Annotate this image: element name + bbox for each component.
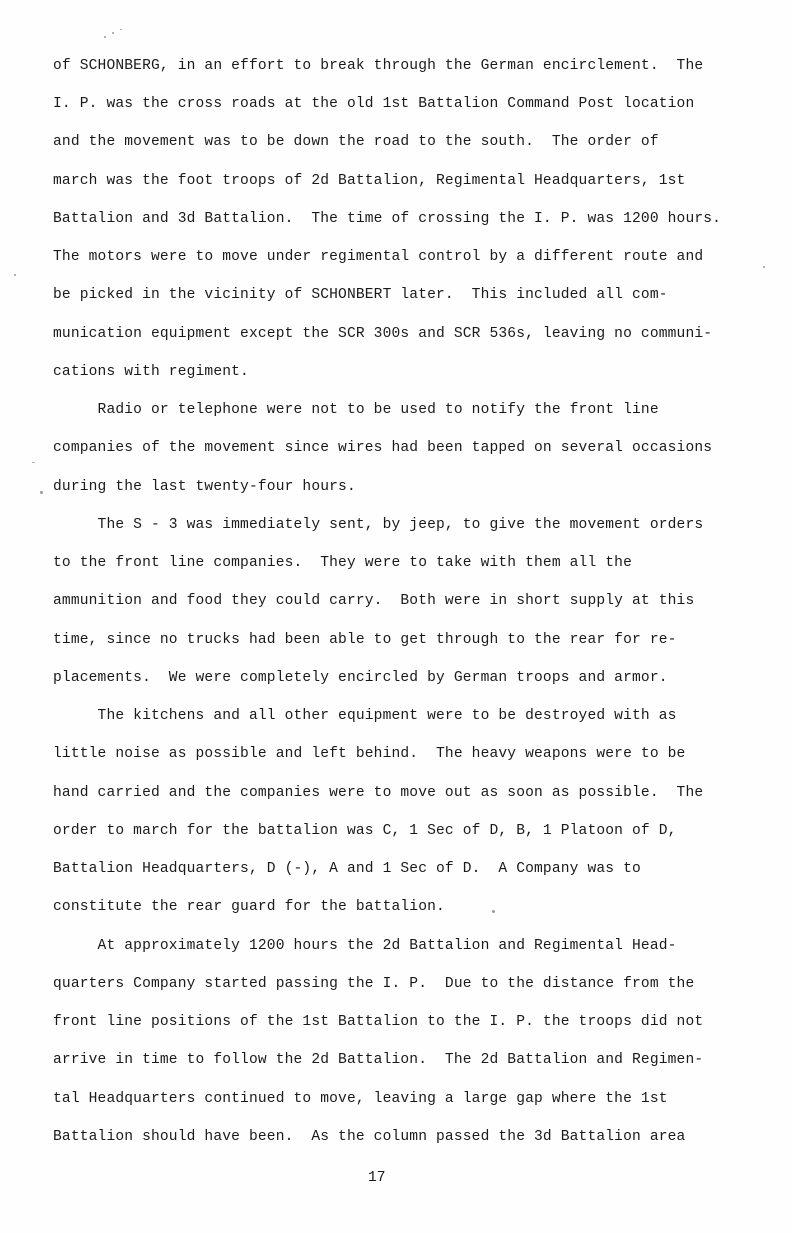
text-line: companies of the movement since wires had been tapped on several occasions [53,440,713,456]
scan-speck [112,32,114,34]
scan-speck [492,910,495,913]
scan-speck [120,29,122,30]
text-line: ammunition and food they could carry. Both were in short supply at this [53,593,695,609]
text-line: and the movement was to be down the road to the south. The order of [53,134,659,150]
text-line: march was the foot troops of 2d Battalion, Regimental Headquarters, 1st [53,173,686,189]
text-line: of SCHONBERG, in an effort to break through the German encirclement. The [53,58,704,74]
text-line: arrive in time to follow the 2d Battalion. The 2d Battalion and Regimen- [53,1052,704,1068]
scan-speck [104,36,106,38]
text-line: Battalion should have been. As the column passed the 3d Battalion area [53,1129,686,1145]
text-line: The S - 3 was immediately sent, by jeep, to give the movement orders [53,517,704,533]
text-line: hand carried and the companies were to move out as soon as possible. The [53,785,704,801]
text-line: during the last twenty-four hours. [53,479,356,495]
text-line: tal Headquarters continued to move, leaving a large gap where the 1st [53,1091,668,1107]
text-line: At approximately 1200 hours the 2d Battalion and Regimental Head- [53,938,677,954]
scan-speck [40,491,43,494]
scan-speck [32,462,35,463]
text-line: Battalion and 3d Battalion. The time of crossing the I. P. was 1200 hours. [53,211,722,227]
text-line: time, since no trucks had been able to get through to the rear for re- [53,632,677,648]
text-line: front line positions of the 1st Battalion to the I. P. the troops did not [53,1014,704,1030]
text-line: placements. We were completely encircled by German troops and armor. [53,670,668,686]
page-number: 17 [368,1170,386,1186]
text-line: quarters Company started passing the I. P. Due to the distance from the [53,976,695,992]
text-line: be picked in the vicinity of SCHONBERT later. This included all com- [53,287,668,303]
text-line: cations with regiment. [53,364,249,380]
scan-speck [763,266,765,268]
text-line: little noise as possible and left behind. The heavy weapons were to be [53,746,686,762]
text-line: I. P. was the cross roads at the old 1st Battalion Command Post location [53,96,695,112]
text-line: Radio or telephone were not to be used to notify the front line [53,402,659,418]
text-line: munication equipment except the SCR 300s and SCR 536s, leaving no communi- [53,326,713,342]
text-line: order to march for the battalion was C, 1 Sec of D, B, 1 Platoon of D, [53,823,677,839]
text-line: to the front line companies. They were to take with them all the [53,555,632,571]
text-line: Battalion Headquarters, D (-), A and 1 Sec of D. A Company was to [53,861,641,877]
text-line: The motors were to move under regimental control by a different route and [53,249,704,265]
scan-speck [14,274,16,276]
text-line: constitute the rear guard for the battalion. [53,899,445,915]
text-line: The kitchens and all other equipment were to be destroyed with as [53,708,677,724]
